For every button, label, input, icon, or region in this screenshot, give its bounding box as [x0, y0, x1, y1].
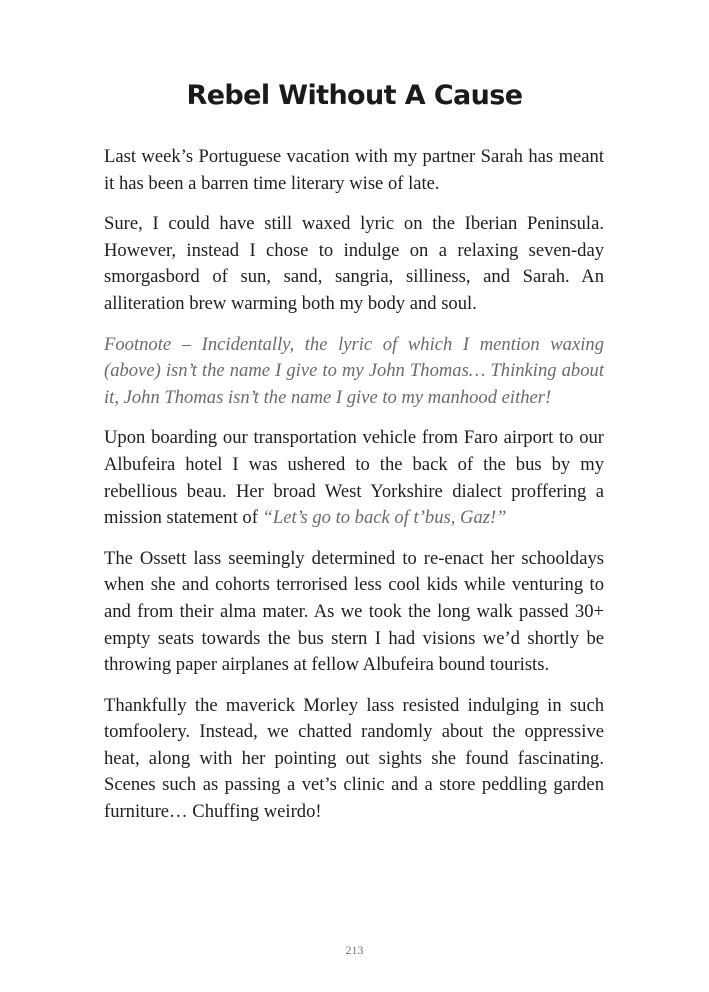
paragraph-bus-boarding-text: Upon boarding our transportation vehicle from Faro airport to our Albufeira hotel I was ushered to the back of the bus by my rebellious beau. Her broad West Yorkshire dialect proffering a mission statement of: [104, 427, 604, 529]
paragraph-iberian: Sure, I could have still waxed lyric on the Iberian Peninsula. However, instead I chose to indulge on a relaxing seven-day smorgasbord of sun, sand, sangria, silliness, and Sarah. An alliteration brew warming both my body and soul.: [104, 213, 604, 314]
paragraph-footnote: Footnote – Incidentally, the lyric of which I mention waxing (above) isn’t the name I give to my John Thomas… Thinking about it, John Thomas isn’t the name I give to my manhood either!: [104, 333, 604, 408]
paragraph-ossett-lass: The Ossett lass seemingly determined to re-enact her schooldays when she and cohorts terrorised less cool kids while venturing to and from their alma mater. As we took the long walk passed 30+ empty seats towards the bus stern I had visions we’d shortly be throwing paper airplanes at fellow Albufeira bound tourists.: [104, 547, 604, 676]
paragraph-vacation: Last week’s Portuguese vacation with my partner Sarah has meant it has been a barren time literary wise of late.: [104, 146, 604, 194]
page-number: 213: [345, 943, 364, 957]
paragraph-bus-boarding: [104, 425, 604, 531]
chapter-body: [104, 144, 604, 840]
paragraph-morley-lass: Thankfully the maverick Morley lass resisted indulging in such tomfoolery. Instead, we chatted randomly about the oppressive heat, along with her pointing out sights she found fascinating. Scenes such as passing a vet’s clinic and a store peddling garden furniture… Chuffing weirdo!: [104, 694, 604, 823]
dialect-quote: “Let’s go to back of t’bus, Gaz!”: [262, 507, 507, 529]
chapter-title: Rebel Without A Cause: [186, 80, 523, 111]
